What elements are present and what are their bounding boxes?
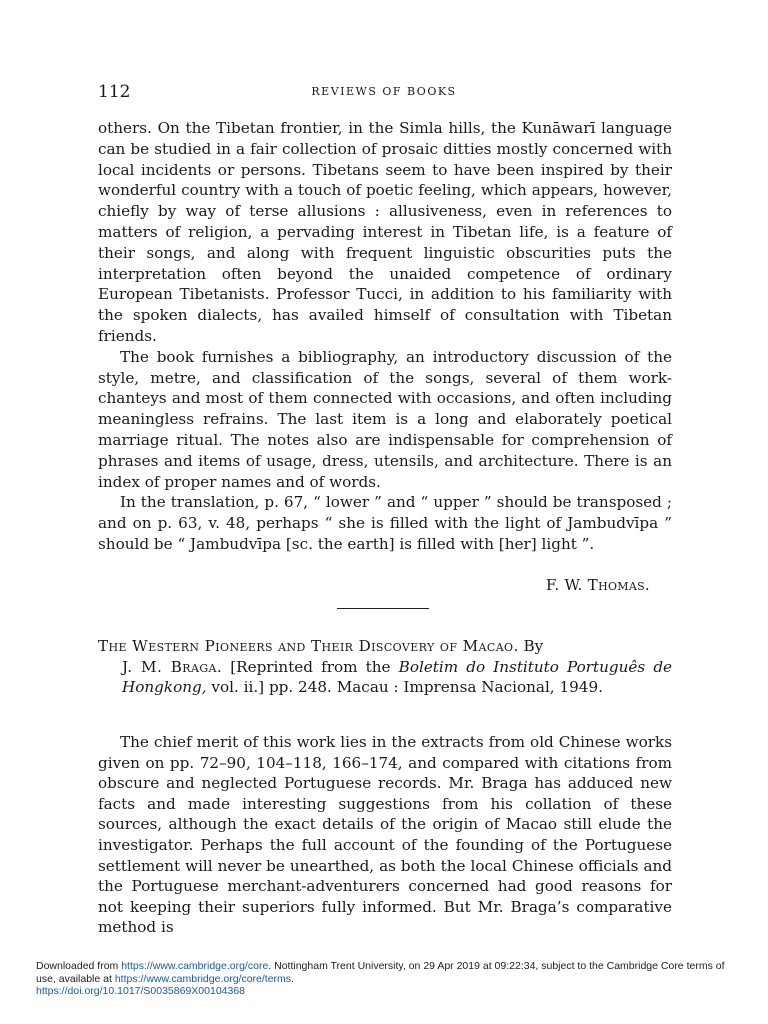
book-pages: pp. 248. [268, 678, 332, 697]
book-citation [98, 636, 672, 698]
book-publisher: Macau : Imprensa Nacional, [336, 678, 555, 697]
review-1-paragraph-3: In the translation, p. 67, “ lower ” and “ upper ” should be transposed ; and on p. 63, v. 48, perhaps “ she is filled with the light of Jambudvīpa ” should be “ Jambudvīpa [sc. the earth] is filled with [her] light ”. [98, 493, 672, 553]
book-year: 1949. [559, 678, 603, 697]
footer-prefix: Downloaded from [36, 960, 122, 972]
download-footer [36, 960, 736, 998]
reprint-prefix: [Reprinted from the [230, 657, 391, 676]
reviewer-signature: F. W. Thomas. [546, 576, 650, 594]
review-2-body [98, 732, 672, 938]
footer-middle: . Nottingham Trent University, on 29 Apr 2019 at 09:22:34, subject to the Cambridge Core terms of use, available at [36, 960, 725, 985]
journal-volume: vol. ii.] [211, 678, 265, 697]
review-1-paragraph-2: The book furnishes a bibliography, an introductory discussion of the style, metre, and classification of the songs, several of them work-chanteys and most of them connected with occasions, and often including meaningless refrains. The last item is a long and elaborately poetical marriage ritual. The notes also are indispensable for comprehension of phrases and items of usage, dress, utensils, and architecture. There is an index of proper names and of words. [98, 347, 672, 491]
core-link[interactable]: https://www.cambridge.org/core [121, 960, 269, 972]
terms-link[interactable]: https://www.cambridge.org/core/terms [114, 972, 292, 985]
book-title: The Western Pioneers and Their Discovery of Macao. [98, 637, 519, 655]
book-author: J. M. Braga. [122, 657, 223, 676]
review-1-body [98, 118, 672, 555]
page-header [98, 82, 670, 104]
section-divider [337, 608, 429, 609]
doi-link[interactable]: https://doi.org/10.1017/S0035869X00104368 [36, 985, 246, 997]
running-title: REVIEWS OF BOOKS [311, 85, 457, 98]
review-1-paragraph-1: others. On the Tibetan frontier, in the Simla hills, the Kunāwarī language can be studied in a fair collection of prosaic ditties mostly concerned with local incidents or persons. Tibetans seem to have been inspired by their wonderful country with a touch of poetic feeling, which appears, however, chiefly by way of terse allusions : allusiveness, even in references to matters of religion, a pervading interest in Tibetan life, is a feature of their songs, and along with frequent linguistic obscurities puts the interpretation often beyond the unaided competence of ordinary European Tibetanists. Professor Tucci, in addition to his familiarity with the spoken dialects, has availed himself of consultation with Tibetan friends. [98, 119, 672, 345]
book-by: By [523, 637, 544, 655]
page-number: 112 [98, 82, 131, 102]
review-2-paragraph-1: The chief merit of this work lies in the extracts from old Chinese works given on pp. 72–90, 104–118, 166–174, and compared with citations from obscure and neglected Portuguese records. Mr. Braga has adduced new facts and made interesting suggestions from his collation of these sources, although the exact details of the origin of Macao still elude the investigator. Perhaps the full account of the founding of the Portuguese settlement will never be unearthed, as both the local Chinese officials and the Portuguese merchant-adventurers concerned had good reasons for not keeping their superiors fully informed. But Mr. Braga’s comparative method is [98, 733, 672, 937]
journal-title: Boletim do Instituto Português de Hongkong, [122, 657, 673, 697]
footer-period: . [291, 972, 294, 985]
